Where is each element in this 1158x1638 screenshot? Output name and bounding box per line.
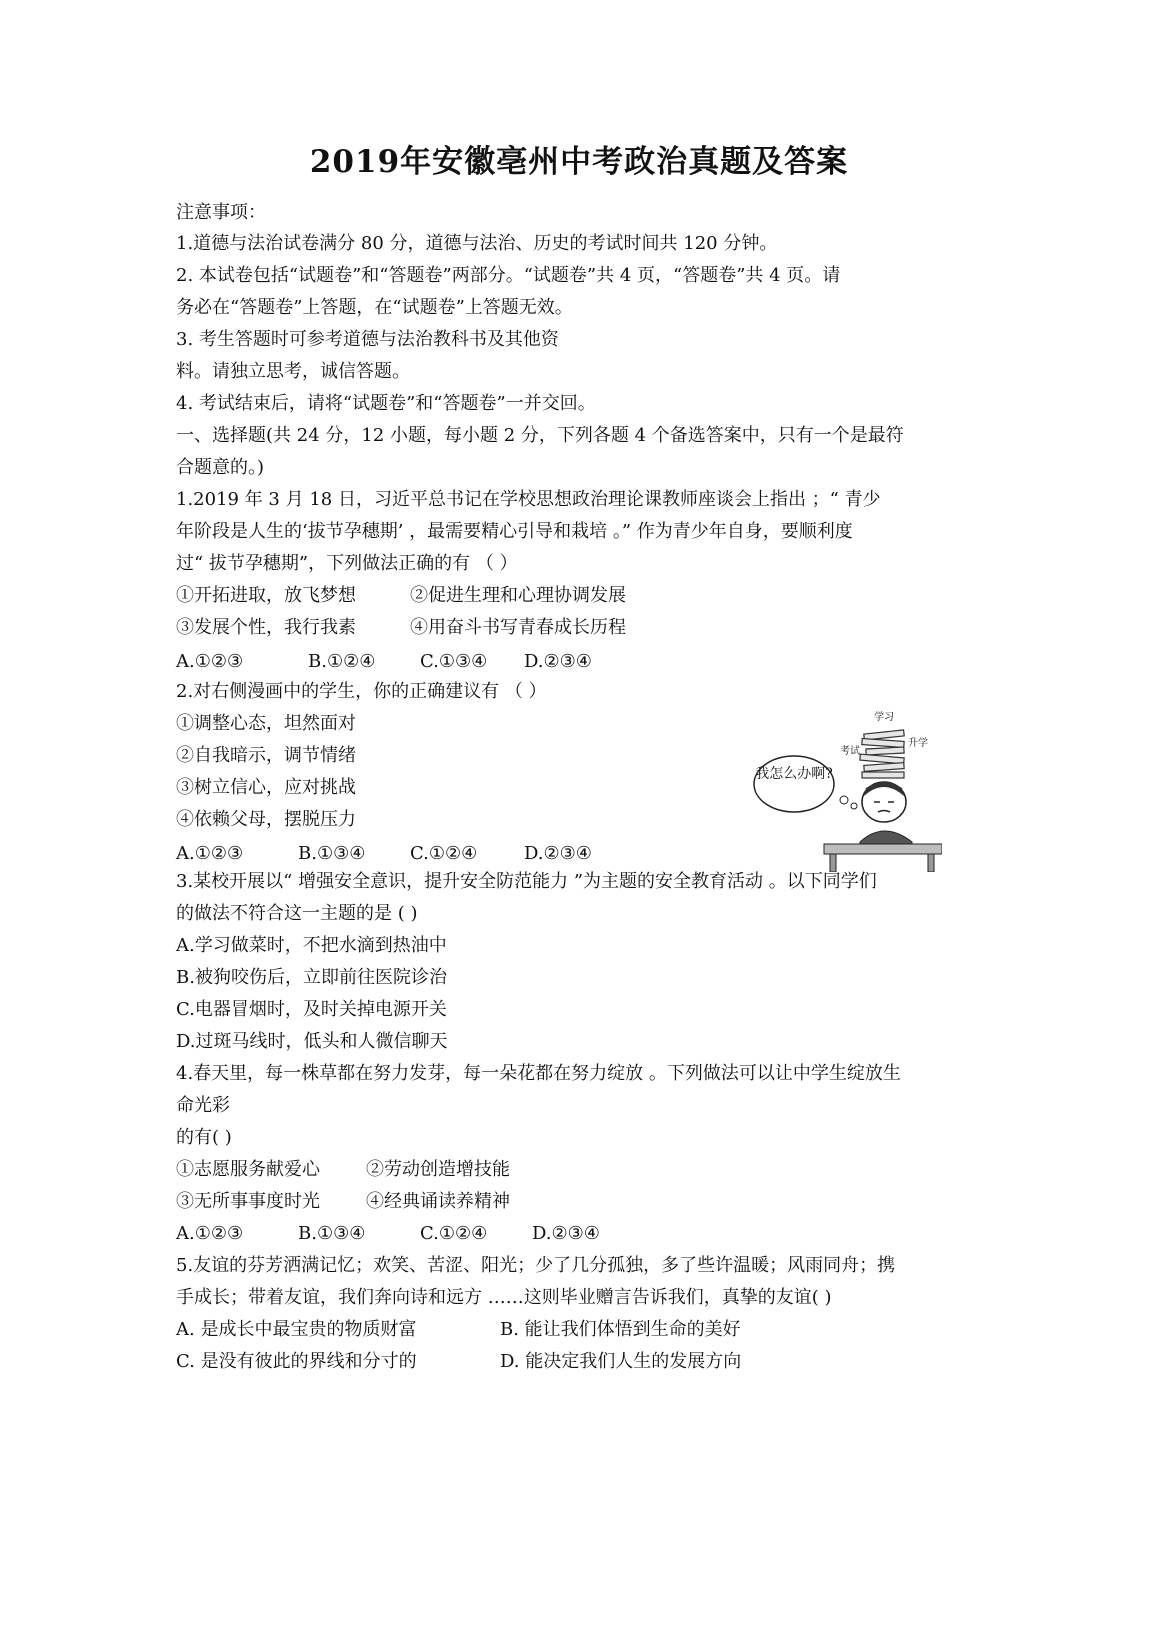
q2-stem: 2.对右侧漫画中的学生，你的正确建议有 （ ） [176,681,547,702]
q5-option-a: A. 是成长中最宝贵的物质财富 [176,1319,417,1340]
q2-option-d: D.②③④ [524,843,592,864]
section-heading: 一、选择题(共 24 分，12 小题，每小题 2 分，下列各题 4 个备选答案中，只有一个是最符 [176,425,904,446]
desk [824,844,942,854]
q2-statement-1: ①调整心态，坦然面对 [176,713,356,734]
q2-option-c: C.①②④ [410,843,478,864]
q1-option-c: C.①③④ [420,651,488,672]
q1-stem-line-1: 1.2019 年 3 月 18 日，习近平总书记在学校思想政治理论课教师座谈会上指出 ；“ 青少 [176,489,881,510]
q1-statement-4: ④用奋斗书写青春成长历程 [410,617,626,638]
q1-statement-2: ②促进生理和心理协调发展 [410,585,626,606]
notice-heading: 注意事项： [176,202,266,223]
q2-option-b: B.①③④ [298,843,366,864]
q5-option-d: D. 能决定我们人生的发展方向 [500,1351,742,1372]
q4-statement-4: ④经典诵读养精神 [366,1191,510,1212]
q4-option-a: A.①②③ [176,1223,244,1244]
q4-option-c: C.①②④ [420,1223,488,1244]
q3-option-b: B.被狗咬伤后，立即前往医院诊治 [176,967,447,988]
q1-stem-line-3: 过“ 拔节孕穗期”，下列做法正确的有 （ ） [176,553,518,574]
q5-stem-line-1: 5.友谊的芬芳洒满记忆；欢笑、苦涩、阳光；少了几分孤独，多了些许温暖；风雨同舟；携 [176,1255,896,1276]
q3-stem-line-1: 3.某校开展以“ 增强安全意识，提升安全防范能力 ”为主题的安全教育活动 。以下同学们 [176,871,877,892]
q1-option-a: A.①②③ [176,651,244,672]
notice-item-3-line-1: 3. 考生答题时可参考道德与法治教科书及其他资 [176,329,559,350]
notice-item-4: 4. 考试结束后，请将“试题卷”和“答题卷”一并交回。 [176,393,596,414]
q1-stem-line-2: 年阶段是人生的‘拔节孕穗期’ ，最需要精心引导和栽培 。” 作为青少年自身，要顺利度 [176,521,853,542]
q4-stem-line-2: 命光彩 [176,1095,230,1116]
q4-stem-line-1: 4.春天里，每一株草都在努力发芽，每一朵花都在努力绽放 。下列做法可以让中学生绽放生 [176,1063,901,1084]
q4-statement-1: ①志愿服务献爱心 [176,1159,320,1180]
notice-item-2-line-2: 务必在“答题卷”上答题，在“试题卷”上答题无效。 [176,297,573,318]
label-exam: 考试 [840,746,860,757]
student-cartoon [752,702,942,872]
bubble-text: 我怎么办啊? [755,766,833,782]
q2-statement-4: ④依赖父母，摆脱压力 [176,809,356,830]
page-title: 2019年安徽亳州中考政治真题及答案 [309,144,849,180]
q3-option-d: D.过斑马线时，低头和人微信聊天 [176,1031,448,1052]
q1-statement-3: ③发展个性，我行我素 [176,617,356,638]
q4-option-b: B.①③④ [298,1223,366,1244]
q1-option-b: B.①②④ [308,651,376,672]
q3-option-c: C.电器冒烟时，及时关掉电源开关 [176,999,447,1020]
q4-statement-3: ③无所事事度时光 [176,1191,320,1212]
notice-item-1: 1.道德与法治试卷满分 80 分，道德与法治、历史的考试时间共 120 分钟。 [176,233,778,254]
q1-option-d: D.②③④ [524,651,592,672]
label-study: 学习 [874,712,894,723]
q5-option-b: B. 能让我们体悟到生命的美好 [500,1319,741,1340]
q3-stem-line-2: 的做法不符合这一主题的是 ( ) [176,903,418,924]
q4-stem-line-3: 的有( ) [176,1127,232,1148]
q5-stem-line-2: 手成长；带着友谊，我们奔向诗和远方 ……这则毕业赠言告诉我们，真挚的友谊( ) [176,1287,832,1308]
q2-option-a: A.①②③ [176,843,244,864]
q4-statement-2: ②劳动创造增技能 [366,1159,510,1180]
section-heading-cont: 合题意的。) [176,457,265,478]
label-promote: 升学 [908,738,928,749]
q2-statement-3: ③树立信心，应对挑战 [176,777,356,798]
q2-statement-2: ②自我暗示，调节情绪 [176,745,356,766]
notice-item-2-line-1: 2. 本试卷包括“试题卷”和“答题卷”两部分。“试题卷”共 4 页，“答题卷”共 4 页。请 [176,265,841,286]
q3-option-a: A.学习做菜时，不把水滴到热油中 [176,935,447,956]
speech-bubble [754,756,834,812]
q4-option-d: D.②③④ [532,1223,600,1244]
notice-item-3-line-2: 料。请独立思考，诚信答题。 [176,361,410,382]
q1-statement-1: ①开拓进取，放飞梦想 [176,585,356,606]
q5-option-c: C. 是没有彼此的界线和分寸的 [176,1351,417,1372]
